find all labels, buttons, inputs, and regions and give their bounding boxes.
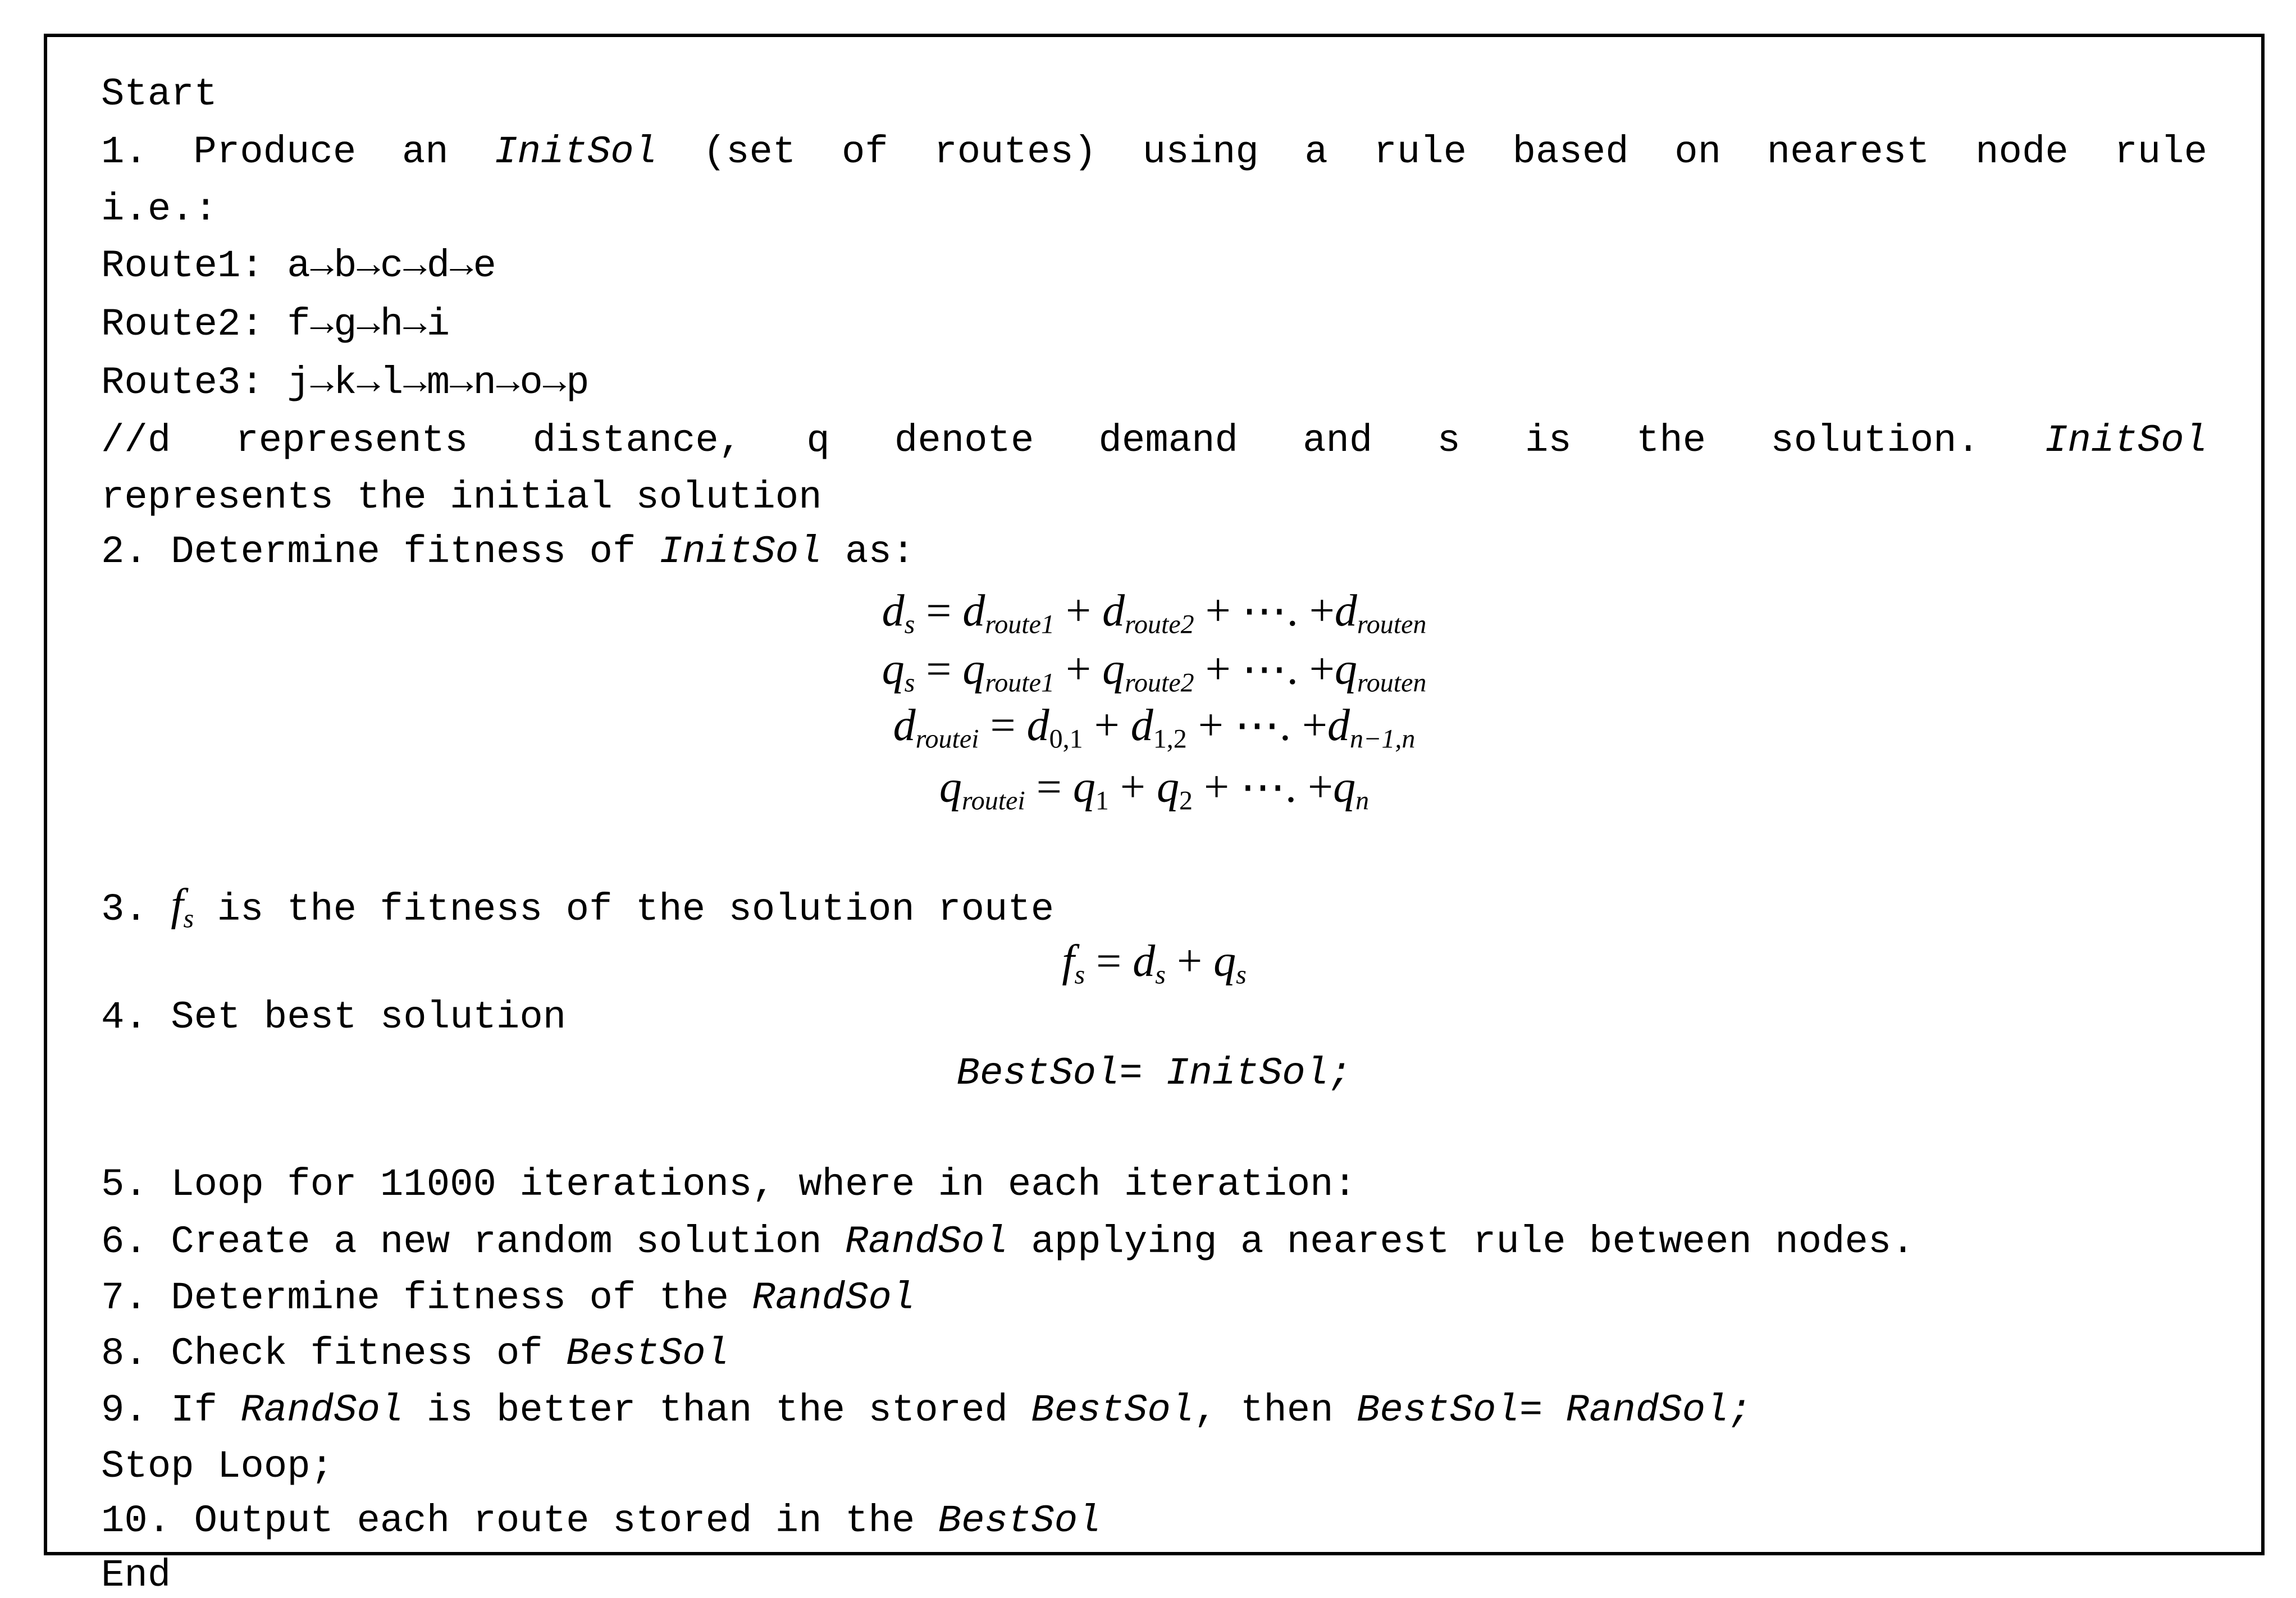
step-1-continuation: i.e.:: [101, 188, 218, 231]
step-9-line: 9. If RandSol is better than the stored BestSol, then BestSol= RandSol;: [101, 1389, 1752, 1432]
equation-qroutei: $q_{routei} = q_1 + q_2$ + ⋯. $+q_n$: [939, 763, 1370, 816]
stop-loop-line: Stop Loop;: [101, 1445, 334, 1489]
start-line: Start: [101, 72, 218, 116]
step-7-line: 7. Determine fitness of the RandSol: [101, 1276, 915, 1320]
step-6-line: 6. Create a new random solution RandSol applying a nearest rule between nodes.: [101, 1220, 1915, 1264]
step-2-line: 2. Determine fitness of InitSol as:: [101, 530, 915, 574]
equation-qs: $q_s = q_{route1} + q_{route2}$ + ⋯. $+q_{routen}$: [882, 645, 1427, 698]
equation-ds: $d_s = d_{route1} + d_{route2}$ + ⋯. $+d_{routen}$: [882, 586, 1427, 640]
route-2-line: Route2: f→g→h→i: [101, 303, 450, 346]
fs-symbol: $f_s$: [171, 880, 194, 934]
algorithm-box: [44, 34, 2265, 1597]
step-4-line: 4. Set best solution: [101, 996, 567, 1039]
step-1-line: 1. Produce an InitSol (set of routes) using a rule based on nearest node rule: [101, 130, 2207, 174]
comment-line: //d represents distance, q denote demand and s is the solution. InitSol: [101, 419, 2207, 463]
step-4-assignment: BestSol= InitSol;: [956, 1052, 1352, 1095]
step-8-line: 8. Check fitness of BestSol: [101, 1332, 729, 1376]
route-3-line: Route3: j→k→l→m→n→o→p: [101, 361, 590, 405]
step-10-line: 10. Output each route stored in the BestSol: [101, 1499, 1101, 1543]
step-5-line: 5. Loop for 11000 iterations, where in each iteration:: [101, 1163, 1357, 1207]
equation-fs: $f_s = d_s + q_s$: [1062, 937, 1247, 990]
comment-continuation: represents the initial solution: [101, 476, 822, 519]
end-line: End: [101, 1554, 171, 1597]
equation-droutei: $d_{routei} = d_{0,1} + d_{1,2}$ + ⋯. $+d_{n-1,n}$: [893, 701, 1416, 754]
route-1-line: Route1: a→b→c→d→e: [101, 244, 496, 288]
step-3-line: 3. $f_s$ is the fitness of the solution route: [101, 880, 1055, 934]
